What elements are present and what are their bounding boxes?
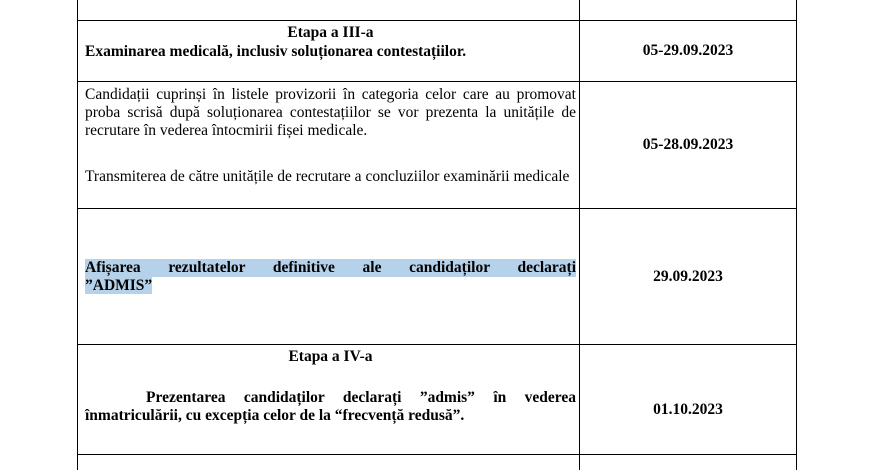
schedule-table bbox=[77, 0, 874, 470]
row-date: 29.09.2023 bbox=[653, 268, 723, 285]
stage-heading: Etapa a III-a bbox=[287, 24, 374, 41]
row-divider bbox=[77, 81, 796, 82]
stage-title: Examinarea medicală, inclusiv soluționarea contestațiilor. bbox=[85, 43, 467, 60]
row-divider bbox=[77, 344, 796, 345]
row-date: 05-28.09.2023 bbox=[642, 136, 734, 153]
highlighted-line: ”ADMIS” bbox=[85, 277, 153, 294]
stage-date: 05-29.09.2023 bbox=[642, 42, 734, 59]
highlighted-text bbox=[85, 259, 576, 295]
row-divider bbox=[77, 454, 796, 455]
row-divider bbox=[77, 20, 796, 21]
row-paragraph: Transmiterea de către unitățile de recrutare a concluziilor examinării medicale bbox=[85, 168, 570, 185]
column-divider bbox=[579, 0, 580, 470]
row-divider bbox=[77, 208, 796, 209]
row-text: Prezentarea candidaților declarați ”admis” în vederea înmatriculării, cu excepția celor de la “frecvență redusă”. bbox=[85, 389, 576, 424]
stage-heading: Etapa a IV-a bbox=[288, 348, 373, 365]
table-border-left bbox=[77, 0, 78, 470]
table-border-right bbox=[796, 0, 797, 470]
row-date: 01.10.2023 bbox=[653, 401, 723, 418]
highlighted-line: Afișarea rezultatelor definitive ale candidaților declarați bbox=[85, 259, 576, 276]
row-paragraph: Candidații cuprinși în listele provizorii în categoria celor care au promovat proba scrisă după soluționarea contestațiilor se vor prezenta la unitățile de recrutare în vederea întocmirii fișei medicale. bbox=[85, 86, 576, 139]
